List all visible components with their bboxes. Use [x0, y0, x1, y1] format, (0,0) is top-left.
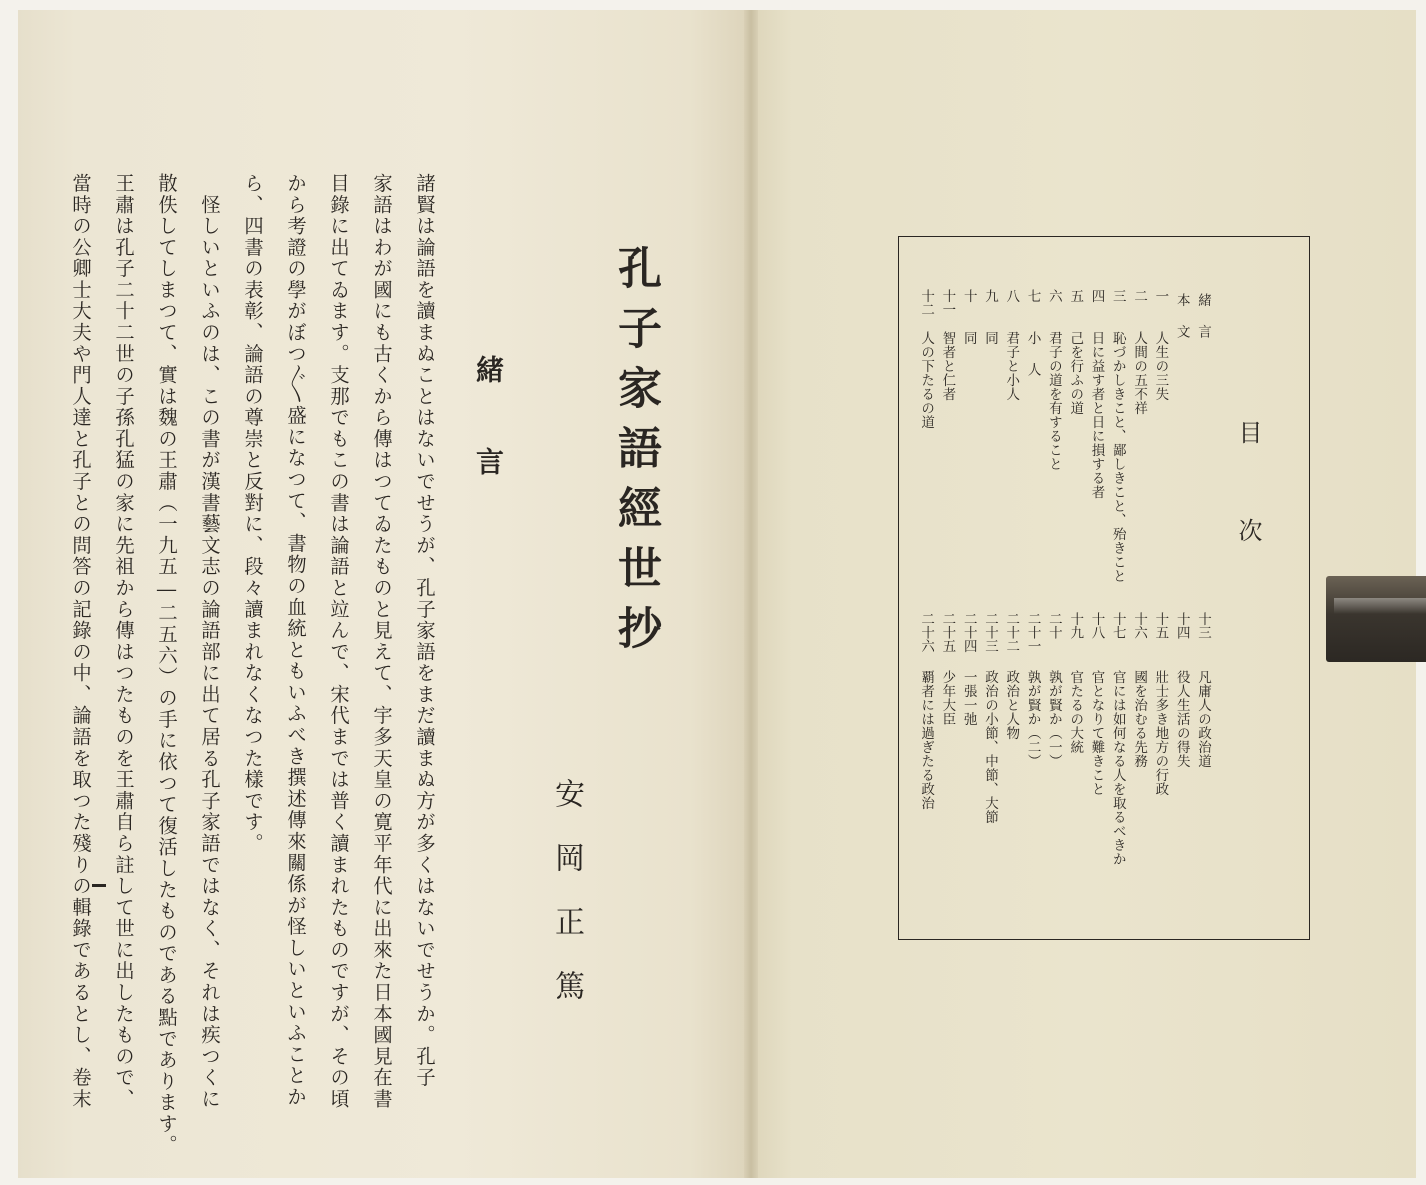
bookmark-ribbon [1326, 576, 1426, 662]
toc-entry-number: 二十五 [939, 612, 956, 653]
author-name: 安岡正篤 [549, 778, 584, 1034]
toc-entry-title: 緒言 [1195, 293, 1211, 356]
toc-entry-title: 國を治むる先務 [1131, 670, 1148, 768]
toc-entry-title: 日に益す者と日に損する者 [1088, 331, 1105, 499]
toc-entry-number: 十 [960, 289, 977, 303]
toc-entry-number: 二十三 [982, 612, 998, 653]
preface-line: 家語はわが國にも古くから傳はつてゐたものと見えて、宇多天皇の寛平年代に出來た日本國見在書 [370, 173, 393, 1110]
toc-entry-number: 三 [1109, 289, 1126, 303]
toc-entry-number: 十六 [1131, 612, 1148, 639]
book-gutter [744, 10, 758, 1178]
toc-entry-title: 人の下たるの道 [918, 331, 935, 429]
toc-entry-title: 本文 [1173, 293, 1190, 356]
toc-entry-title: 覇者には過ぎたる政治 [918, 670, 935, 810]
toc-entry-title: 政治の小節、中節、大節 [982, 670, 998, 824]
toc-entry-number: 十九 [1067, 612, 1084, 639]
toc-entry-number: 十一 [939, 289, 956, 316]
page-number [92, 884, 106, 887]
preface-line: 目錄に出てゐます。支那でもこの書は論語と竝んで、宋代までは普く讀まれたものですが、その頃 [327, 173, 350, 1110]
toc-entry-number: 十七 [1109, 612, 1126, 639]
toc-entry-title: 一張一弛 [960, 670, 977, 726]
toc-entry-number: 二十一 [1024, 612, 1041, 653]
toc-entry-title: 人生の三失 [1152, 331, 1169, 401]
toc-entry-number: 十五 [1152, 612, 1169, 639]
toc-entry-number: 六 [1045, 289, 1062, 303]
toc-entry-title: 官たるの大統 [1067, 670, 1084, 754]
toc-entry-title: 小人 [1024, 331, 1041, 394]
toc-entry-number: 二十 [1045, 612, 1062, 639]
toc-entry-title: 少年大臣 [939, 670, 956, 726]
toc-entry-title: 政治と人物 [1003, 670, 1020, 740]
toc-entry-title: 孰が賢か（一） [1045, 670, 1062, 768]
toc-entry-title: 孰が賢か（二） [1024, 670, 1041, 768]
book-title: 孔子家語經世抄 [610, 245, 661, 665]
toc-entry-title: 同 [960, 331, 977, 345]
preface-line: 當時の公卿士大夫や門人達と孔子との問答の記錄の中、論語を取つた殘りの輯錄であるとし、卷末 [69, 173, 92, 1110]
toc-entry-number: 一 [1152, 289, 1169, 303]
toc-entry-number: 十二 [918, 289, 935, 316]
toc-entry-number: 七 [1024, 289, 1041, 303]
preface-line: 怪しいといふのは、この書が漢書藝文志の論語部に出て居る孔子家語ではなく、それは疾つくに [198, 173, 221, 1110]
toc-entry-title: 役人生活の得失 [1173, 670, 1190, 768]
toc-entry-title: 己を行ふの道 [1067, 331, 1084, 415]
toc-entry-title: 壯士多き地方の行政 [1152, 670, 1169, 796]
toc-entry-number: 九 [982, 289, 998, 303]
toc-entry-number: 十八 [1088, 612, 1105, 639]
toc-entry-number: 二十六 [918, 612, 935, 653]
toc-entry-title: 君子の道を有すること [1045, 331, 1062, 471]
toc-entry-title: 凡庸人の政治道 [1195, 670, 1211, 768]
toc-heading: 目次 [1234, 420, 1262, 616]
toc-entry-title: 官となりて難きこと [1088, 670, 1105, 796]
toc-entry-number: 八 [1003, 289, 1020, 303]
toc-entry-title: 官には如何なる人を取るべきか [1109, 670, 1126, 866]
toc-entry-title: 君子と小人 [1003, 331, 1020, 401]
toc-entry-number: 五 [1067, 289, 1084, 303]
toc-entry-title: 恥づかしきこと、鄙しきこと、殆きこと [1109, 331, 1126, 583]
preface-line: から考證の學がぼつ〲盛になつて、書物の血統ともいふべき撰述傳來關係が怪しいといふことか [284, 173, 307, 1108]
toc-entry-number: 二 [1131, 289, 1148, 303]
preface-line: 諸賢は論語を讀まぬことはないでせうが、孔子家語をまだ讀まぬ方が多くはないでせうか。孔子 [413, 173, 436, 1089]
preface-heading: 緒言 [472, 355, 505, 539]
toc-entry-number: 十四 [1173, 612, 1190, 639]
bookmark-highlight [1334, 598, 1426, 614]
toc-entry-title: 智者と仁者 [939, 331, 956, 401]
preface-line: 王肅は孔子二十二世の子孫孔猛の家に先祖から傳はつたものを王肅自ら註して世に出したもので、 [112, 173, 135, 1110]
preface-line: 散佚してしまつて、實は魏の王肅（一九五―二五六）の手に依つて復活したものである點であります。 [155, 173, 178, 1157]
toc-entry-number: 十三 [1195, 612, 1211, 639]
toc-entry-number: 二十四 [960, 612, 977, 653]
toc-entry-number: 四 [1088, 289, 1105, 303]
toc-entry-number: 二十二 [1003, 612, 1020, 653]
toc-entry-title: 人間の五不祥 [1131, 331, 1148, 415]
preface-line: ら、四書の表彰、論語の尊崇と反對に、段々讀まれなくなつた樣です。 [241, 173, 264, 855]
toc-entry-title: 同 [982, 331, 998, 345]
